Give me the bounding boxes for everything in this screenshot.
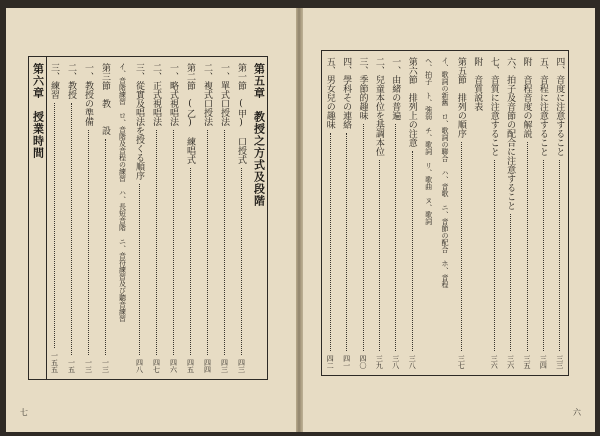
left-toc-entry <box>29 63 46 373</box>
right-entry-title: 第五節 排列の順序 <box>455 57 466 138</box>
right-leader-dots <box>346 133 347 351</box>
right-page-number: 三八 <box>391 355 400 369</box>
left-page-number: 一五五 <box>50 352 59 373</box>
right-entry-title: 四、學科その連絡 <box>341 57 352 129</box>
left-toc-entry <box>199 63 216 373</box>
right-toc-entry <box>355 57 371 369</box>
left-toc-entry <box>80 63 97 373</box>
left-entry-title: 二、複式口授法 <box>202 63 212 126</box>
right-leader-dots <box>527 142 528 351</box>
right-toc-entry <box>552 57 568 369</box>
right-toc-entry <box>437 57 453 369</box>
right-entry-title: 四、音度に注意すること <box>554 57 565 156</box>
right-toc-entry <box>404 57 420 369</box>
right-entry-title: ヘ、拍子 ト、強弱 チ、歌詞 リ、歌曲 ヌ、歌詞 <box>424 57 433 225</box>
left-contents-frame <box>28 56 268 380</box>
left-toc-entry <box>131 63 148 373</box>
right-toc-entry <box>502 57 518 369</box>
right-leader-dots <box>412 151 413 351</box>
right-entry-title: 六、拍子及音節の配合に注意すること <box>505 57 516 210</box>
left-page-number: 四八 <box>135 359 144 373</box>
right-folio: 六 <box>573 408 581 417</box>
left-entry-title: 二、教授 <box>66 63 76 99</box>
right-leader-dots <box>559 160 560 351</box>
right-page-number: 三五 <box>523 355 531 369</box>
right-page-number: 四一 <box>342 355 351 369</box>
right-leader-dots <box>461 142 462 351</box>
right-entry-title: イ、歌詞の新舊 ロ、歌詞の聯合 ハ、音歌 ニ、音節の配合 ホ、音程 <box>441 57 449 288</box>
right-entry-title: 七、音質に注意すること <box>488 57 499 156</box>
right-page-number: 三四 <box>539 355 548 369</box>
right-page-number: 三八 <box>408 355 417 369</box>
left-toc-entry <box>233 63 250 373</box>
right-entry-title: 五、男女兒の趣味 <box>324 57 335 129</box>
left-entry-title: イ、音階練習 ロ、音階及音程の練習 ハ、長短音階 ニ、音符練習及び聽音練習 <box>118 63 127 322</box>
right-entry-title: 附 音程音度の解説 <box>521 57 532 138</box>
left-entry-title: 第五章 教授之方式及段階 <box>252 63 266 207</box>
right-page-number: 四〇 <box>359 355 367 369</box>
left-toc-entry <box>114 63 131 373</box>
right-toc-entry <box>388 57 404 369</box>
left-leader-dots <box>224 130 225 355</box>
left-leader-dots <box>207 130 208 355</box>
left-entry-title: 第三節 教 設 <box>100 63 110 135</box>
left-page-number: 四四 <box>203 359 212 373</box>
right-toc-entry <box>338 57 354 369</box>
right-leader-dots <box>543 160 544 351</box>
left-entry-title: 第一節 (甲) 口授式 <box>236 63 246 164</box>
left-entry-title: 一、略式視唱法 <box>168 63 178 126</box>
right-leader-dots <box>494 160 495 351</box>
left-toc-entry <box>97 63 114 373</box>
right-leader-dots <box>330 133 331 351</box>
right-toc-entry <box>486 57 502 369</box>
right-page-number: 四二 <box>326 355 335 369</box>
left-page-number: 四六 <box>169 359 178 373</box>
right-entry-title: 五、音程に注意すること <box>537 57 548 156</box>
right-entry-title: 三、季節的趣味 <box>357 57 368 120</box>
left-toc-entry <box>250 63 267 373</box>
right-entry-title: 附 音質説表 <box>472 57 483 111</box>
left-toc-entry <box>63 63 80 373</box>
right-toc-entry <box>322 57 338 369</box>
right-toc-entry <box>535 57 551 369</box>
left-page-number: 四三 <box>220 359 229 373</box>
right-toc-entry <box>453 57 469 369</box>
left-page-number: 一三 <box>84 359 93 373</box>
right-page-number: 三三 <box>555 355 564 369</box>
left-page <box>6 8 297 432</box>
left-entry-title: 三、從實及唱法を授くる順序 <box>134 63 144 180</box>
right-page-number: 三七 <box>457 355 466 369</box>
left-entry-title: 二、正式視唱法 <box>151 63 161 126</box>
right-page-number: 三六 <box>490 355 499 369</box>
left-folio: 七 <box>20 408 28 417</box>
left-leader-dots <box>139 184 140 355</box>
left-leader-dots <box>54 103 55 348</box>
left-toc-entry <box>46 63 63 373</box>
left-entry-title: 一、教授の準備 <box>83 63 93 126</box>
left-leader-dots <box>88 130 89 355</box>
right-toc-entry <box>470 57 486 369</box>
right-toc-entry <box>420 57 436 369</box>
left-toc-entry <box>148 63 165 373</box>
left-entry-title: 三、練習 <box>49 63 59 99</box>
left-leader-dots <box>241 168 242 355</box>
left-page-number: 四五 <box>186 359 195 373</box>
right-entry-title: 二、兒童本位を基調本位 <box>373 57 384 156</box>
left-toc-entry <box>182 63 199 373</box>
right-entry-title: 一、由緒の普遍 <box>390 57 401 120</box>
left-toc-entry <box>165 63 182 373</box>
left-rule <box>46 57 47 379</box>
left-leader-dots <box>173 130 174 355</box>
left-page-number: 四七 <box>152 359 161 373</box>
right-toc-entry <box>371 57 387 369</box>
left-leader-dots <box>190 168 191 355</box>
right-leader-dots <box>395 124 396 351</box>
right-entry-title: 第六節 排列上の注意 <box>406 57 417 147</box>
left-entry-title: 第六章 授業時間 <box>31 63 45 159</box>
left-toc-entry <box>216 63 233 373</box>
right-contents-frame <box>321 50 569 376</box>
left-leader-dots <box>71 103 72 355</box>
right-page-number: 三九 <box>375 355 384 369</box>
right-toc-entry <box>519 57 535 369</box>
right-leader-dots <box>379 160 380 351</box>
left-leader-dots <box>105 139 106 355</box>
right-leader-dots <box>510 214 511 351</box>
right-page-number: 三六 <box>506 355 515 369</box>
left-entry-title: 第二節 (乙) 練唱式 <box>185 63 195 164</box>
left-page-number: 一五 <box>67 359 76 373</box>
right-page <box>302 8 595 432</box>
left-entry-title: 一、單式口授法 <box>219 63 229 126</box>
left-page-number: 一三 <box>101 359 110 373</box>
right-leader-dots <box>363 124 364 351</box>
left-leader-dots <box>156 130 157 355</box>
left-page-number: 四三 <box>237 359 246 373</box>
